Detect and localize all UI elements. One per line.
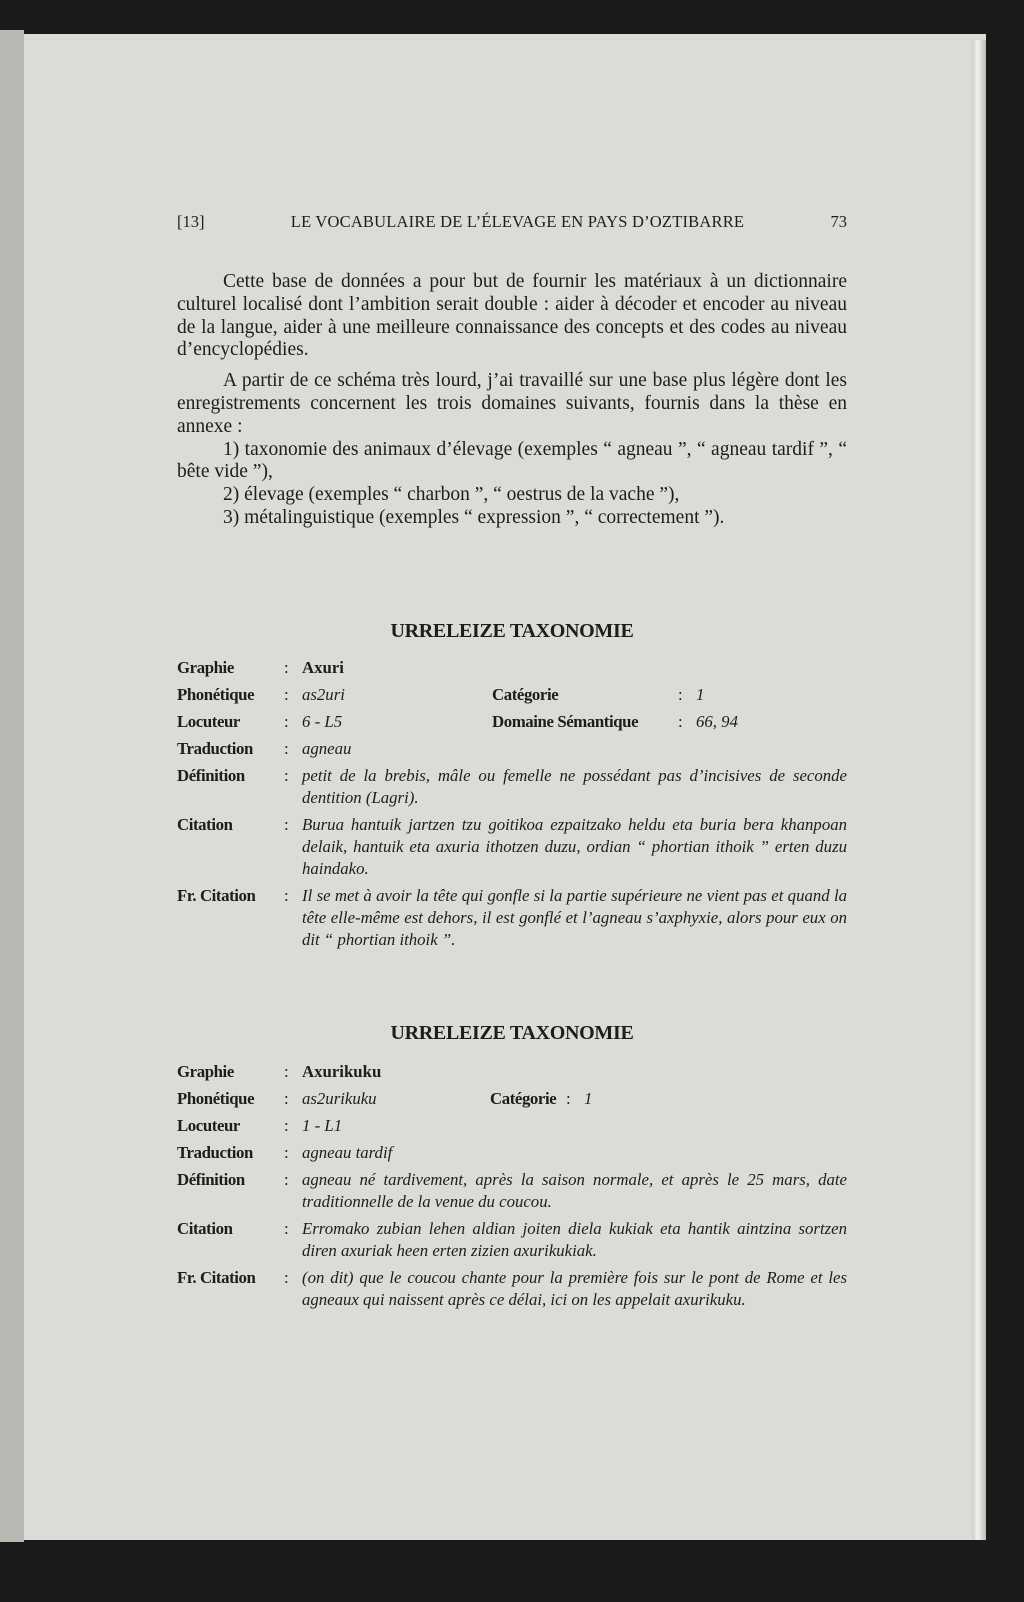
adjacent-page-edge bbox=[0, 30, 24, 1542]
entry-heading: URRELEIZE TAXONOMIE bbox=[390, 620, 634, 642]
traduction-value: agneau bbox=[302, 739, 352, 758]
list-item: 1) taxonomie des animaux d’élevage (exemples “ agneau ”, “ agneau tardif ”, “ bête vide ”), bbox=[177, 438, 847, 483]
label: Domaine Sémantique bbox=[492, 712, 639, 731]
label: Définition bbox=[177, 766, 245, 785]
colon: : bbox=[678, 685, 683, 704]
body-text bbox=[177, 271, 847, 530]
graphie-value: Axurikuku bbox=[302, 1062, 382, 1081]
list-item: 2) élevage (exemples “ charbon ”, “ oestrus de la vache ”), bbox=[223, 484, 680, 506]
fr-citation-value: Il se met à avoir la tête qui gonfle si la partie supérieure ne vient pas et quand la tête elle-même est dehors, il est gonflé et l’agneau s’axphyxie, alors pour eux on dit “ phortian ithoik ”. bbox=[302, 886, 847, 949]
label: Traduction bbox=[177, 1143, 253, 1162]
label: Fr. Citation bbox=[177, 886, 256, 905]
colon: : bbox=[284, 712, 289, 731]
citation-value: Burua hantuik jartzen tzu goitikoa ezpaitzako heldu eta buria bera khanpoan delaik, hantuik eta axuria ithotzen duzu, ordian “ phortian ithoik ” erten duzu haindako. bbox=[302, 815, 847, 878]
definition-value: petit de la brebis, mâle ou femelle ne possédant pas d’incisives de seconde dentition (Lagri). bbox=[302, 766, 847, 807]
label: Traduction bbox=[177, 739, 253, 758]
colon: : bbox=[284, 886, 289, 905]
phonetique-value: as2uri bbox=[302, 685, 345, 704]
definition-value: agneau né tardivement, après la saison normale, et après le 25 mars, date traditionnelle de la venue du coucou. bbox=[302, 1170, 847, 1211]
label: Graphie bbox=[177, 1062, 234, 1081]
categorie-value: 1 bbox=[696, 685, 705, 704]
paragraph: Cette base de données a pour but de fournir les matériaux à un dictionnaire culturel localisé dont l’ambition serait double : aider à décoder et encoder au niveau de la langue, aider à une meilleure connaissance des concepts et des codes au niveau d’encyclopédies. bbox=[177, 271, 847, 361]
paragraph: A partir de ce schéma très lourd, j’ai travaillé sur une base plus légère dont les enregistrements concernent les trois domaines suivants, fournis dans la thèse en annexe : bbox=[177, 370, 847, 437]
lexical-entry bbox=[177, 657, 847, 956]
colon: : bbox=[284, 815, 289, 834]
graphie-value: Axuri bbox=[302, 658, 344, 677]
entry-heading: URRELEIZE TAXONOMIE bbox=[390, 1022, 634, 1044]
colon: : bbox=[284, 685, 289, 704]
label: Locuteur bbox=[177, 1116, 240, 1135]
categorie-value: 1 bbox=[584, 1089, 593, 1108]
label: Catégorie bbox=[492, 685, 559, 704]
label: Locuteur bbox=[177, 712, 240, 731]
colon: : bbox=[284, 1143, 289, 1162]
colon: : bbox=[678, 712, 683, 731]
lexical-entry bbox=[177, 1061, 847, 1316]
label: Phonétique bbox=[177, 1089, 255, 1108]
label: Graphie bbox=[177, 658, 234, 677]
colon: : bbox=[284, 1268, 289, 1287]
locuteur-value: 1 - L1 bbox=[302, 1116, 343, 1135]
colon: : bbox=[284, 1116, 289, 1135]
phonetique-value: as2urikuku bbox=[302, 1089, 377, 1108]
running-title: LE VOCABULAIRE DE L’ÉLEVAGE EN PAYS D’OZTIBARRE bbox=[290, 212, 745, 231]
colon: : bbox=[284, 658, 289, 677]
running-header bbox=[177, 212, 847, 232]
colon: : bbox=[284, 766, 289, 785]
fr-citation-value: (on dit) que le coucou chante pour la première fois sur le pont de Rome et les agneaux qui naissent après ce délai, ici on les appelait axurikuku. bbox=[302, 1268, 847, 1309]
locuteur-value: 6 - L5 bbox=[302, 712, 343, 731]
domaine-value: 66, 94 bbox=[696, 712, 738, 731]
label: Citation bbox=[177, 815, 233, 834]
colon: : bbox=[284, 1062, 289, 1081]
colon: : bbox=[284, 739, 289, 758]
colon: : bbox=[284, 1170, 289, 1189]
label: Citation bbox=[177, 1219, 233, 1238]
section-number: [13] bbox=[177, 212, 205, 231]
label: Définition bbox=[177, 1170, 245, 1189]
page-stack-edge bbox=[972, 40, 986, 1540]
colon: : bbox=[284, 1219, 289, 1238]
colon: : bbox=[566, 1089, 571, 1108]
label: Catégorie bbox=[490, 1089, 557, 1108]
traduction-value: agneau tardif bbox=[302, 1143, 393, 1162]
list-item: 3) métalinguistique (exemples “ expression ”, “ correctement ”). bbox=[223, 506, 725, 528]
label: Phonétique bbox=[177, 685, 255, 704]
colon: : bbox=[284, 1089, 289, 1108]
citation-value: Erromako zubian lehen aldian joiten diela kukiak eta hantik aintzina sortzen diren axuriak heen erten zizien axurikukiak. bbox=[302, 1219, 847, 1260]
label: Fr. Citation bbox=[177, 1268, 256, 1287]
page-number: 73 bbox=[830, 212, 847, 231]
